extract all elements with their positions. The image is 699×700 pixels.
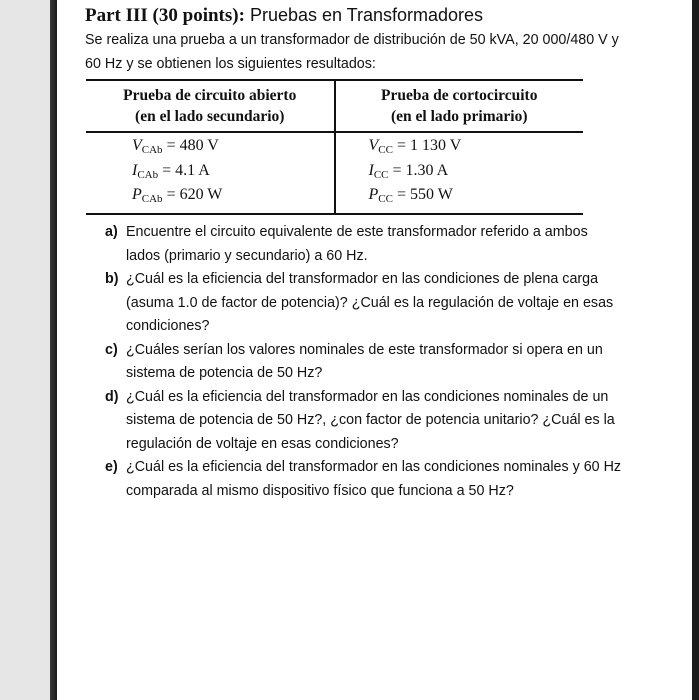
question-item xyxy=(105,456,625,503)
question-item xyxy=(105,386,625,457)
question-text: ¿Cuál es la eficiencia del transformador en las condiciones de plena carga (asuma 1.0 de factor de potencia)? ¿Cuál es la regulación de voltaje en esas condiciones? xyxy=(126,271,614,334)
question-letter: b) xyxy=(105,271,119,287)
question-item xyxy=(105,339,625,386)
table-header-row xyxy=(86,80,583,132)
header-line: (en el lado secundario) xyxy=(135,108,285,125)
question-text: ¿Cuáles serían los valores nominales de este transformador si opera en un sistema de potencia de 50 Hz? xyxy=(126,341,603,381)
question-letter: c) xyxy=(105,341,118,358)
header-line: (en el lado primario) xyxy=(391,108,528,125)
short-circuit-header xyxy=(335,80,584,132)
section-title xyxy=(85,4,483,27)
question-item xyxy=(105,268,625,339)
measurement: $P_{CAb} = 620$ W xyxy=(132,186,223,205)
header-line: Prueba de circuito abierto xyxy=(123,87,297,104)
test-results-table xyxy=(86,79,583,215)
table-row xyxy=(86,132,583,214)
topic-title: Pruebas en Transformadores xyxy=(249,5,484,25)
short-circuit-values xyxy=(335,132,584,214)
question-text: ¿Cuál es la eficiencia del transformador en las condiciones nominales y 60 Hz comparada al mismo dispositivo físico que funciona a 50 Hz? xyxy=(126,459,622,499)
measurement: $I_{CC} = 1.30$ A xyxy=(368,161,449,181)
open-circuit-values xyxy=(86,132,335,214)
measurement: $I_{CAb} = 4.1$ A xyxy=(132,161,210,181)
measurement: $V_{CC} = 1$ 130 V xyxy=(368,137,462,156)
measurement: $V_{CAb} = 480$ V xyxy=(132,137,219,156)
part-label: Part III (30 points) xyxy=(85,5,239,26)
right-page-edge xyxy=(692,0,699,700)
question-letter: e) xyxy=(105,459,118,475)
measurement: $P_{CC} = 550$ W xyxy=(368,186,453,205)
question-item xyxy=(105,221,625,268)
question-text: Encuentre el circuito equivalente de este transformador referido a ambos lados (primario y secundario) a 60 Hz. xyxy=(126,224,588,264)
question-list xyxy=(105,221,625,503)
question-letter: a) xyxy=(105,224,118,240)
left-page-edge xyxy=(0,0,57,700)
header-line: Prueba de cortocircuito xyxy=(381,87,538,104)
question-text: ¿Cuál es la eficiencia del transformador en las condiciones nominales de un sistema de potencia de 50 Hz?, ¿con factor de potencia unitario? ¿Cuál es la regulación de voltaje en esas condiciones? xyxy=(126,388,615,452)
intro-paragraph: Se realiza una prueba a un transformador de distribución de 50 kVA, 20 000/480 V y 60 Hz y se obtienen los siguientes resultados: xyxy=(85,32,619,72)
title-colon: : xyxy=(238,5,245,26)
question-letter: d) xyxy=(105,388,119,405)
open-circuit-header xyxy=(86,80,335,132)
